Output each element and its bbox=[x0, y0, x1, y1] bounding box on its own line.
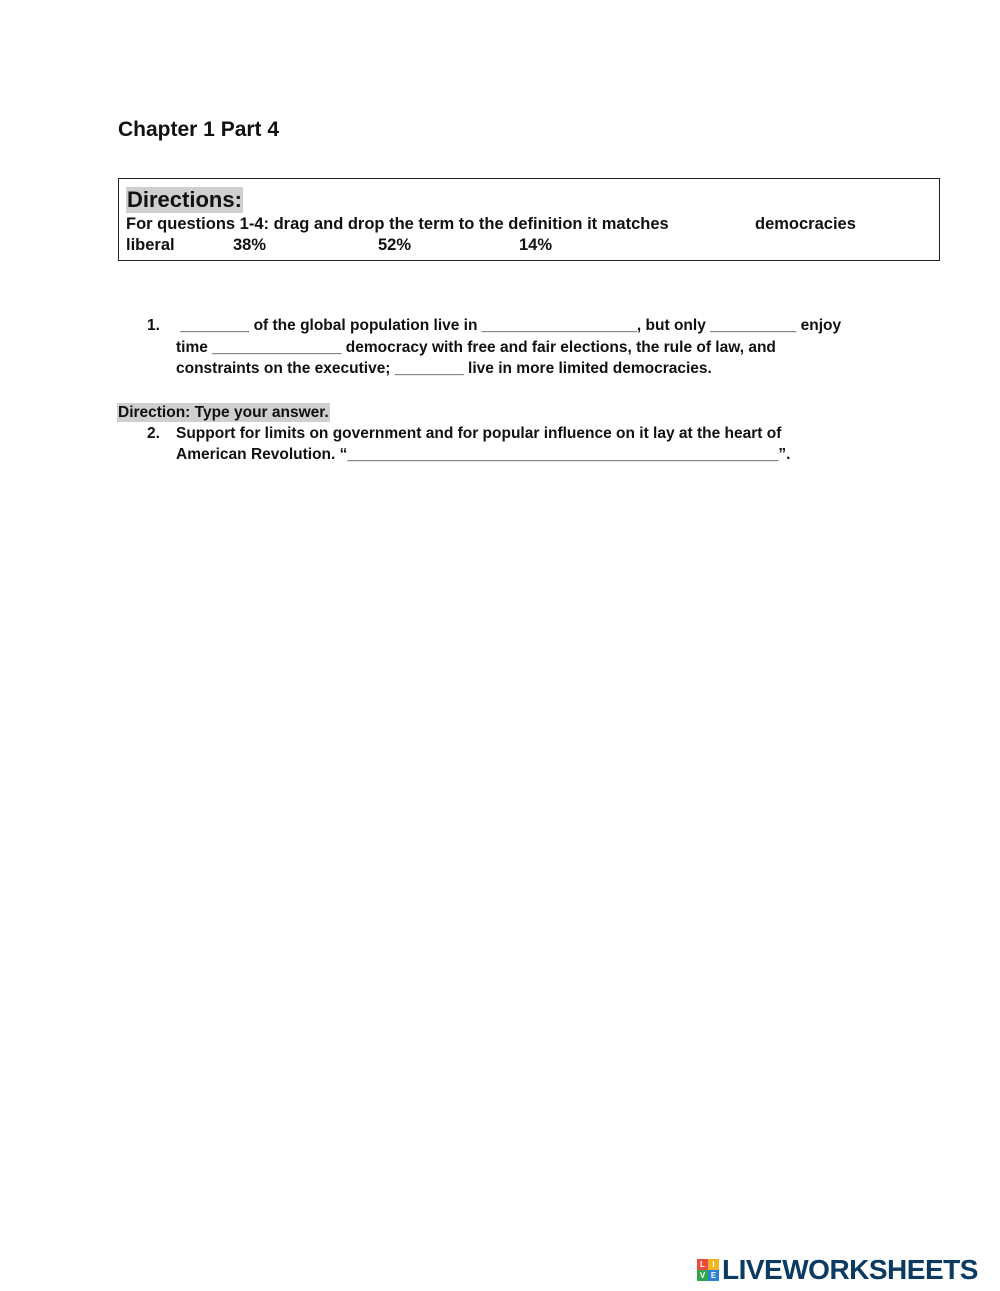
logo-mark-letter: V bbox=[697, 1270, 708, 1281]
logo-text: LIVEWORKSHEETS bbox=[722, 1254, 978, 1285]
directions-box bbox=[118, 178, 940, 261]
logo-mark-letter: I bbox=[708, 1259, 719, 1270]
question-1-line-1[interactable]: ________ of the global population live in __________________, but only __________ enjoy bbox=[176, 317, 842, 334]
question-1-line-3[interactable]: constraints on the executive; ________ live in more limited democracies. bbox=[176, 360, 712, 377]
question-2-line-1: Support for limits on government and for popular influence on it lay at the heart of bbox=[176, 425, 782, 442]
draggable-term-52[interactable]: 52% bbox=[378, 236, 412, 254]
draggable-term-14[interactable]: 14% bbox=[519, 236, 553, 254]
directions-instruction: For questions 1-4: drag and drop the term to the definition it matches bbox=[126, 215, 669, 233]
question-number: 2. bbox=[147, 425, 160, 442]
directions-heading: Directions: bbox=[127, 187, 242, 212]
logo-mark-letter: E bbox=[708, 1270, 719, 1281]
question-2-answer-field[interactable]: American Revolution. “__________________________________________________”. bbox=[176, 446, 791, 463]
logo-mark-letter: L bbox=[697, 1259, 708, 1270]
question-number: 1. bbox=[147, 317, 160, 334]
liveworksheets-logo bbox=[697, 1254, 978, 1286]
direction-type-answer: Direction: Type your answer. bbox=[118, 404, 329, 421]
draggable-term-38[interactable]: 38% bbox=[233, 236, 267, 254]
logo-mark-icon bbox=[697, 1259, 719, 1281]
draggable-term-liberal[interactable]: liberal bbox=[126, 236, 175, 254]
question-1-line-2[interactable]: time _______________ democracy with free and fair elections, the rule of law, and bbox=[176, 339, 776, 356]
page-title: Chapter 1 Part 4 bbox=[118, 118, 280, 141]
draggable-term-democracies[interactable]: democracies bbox=[755, 215, 856, 233]
